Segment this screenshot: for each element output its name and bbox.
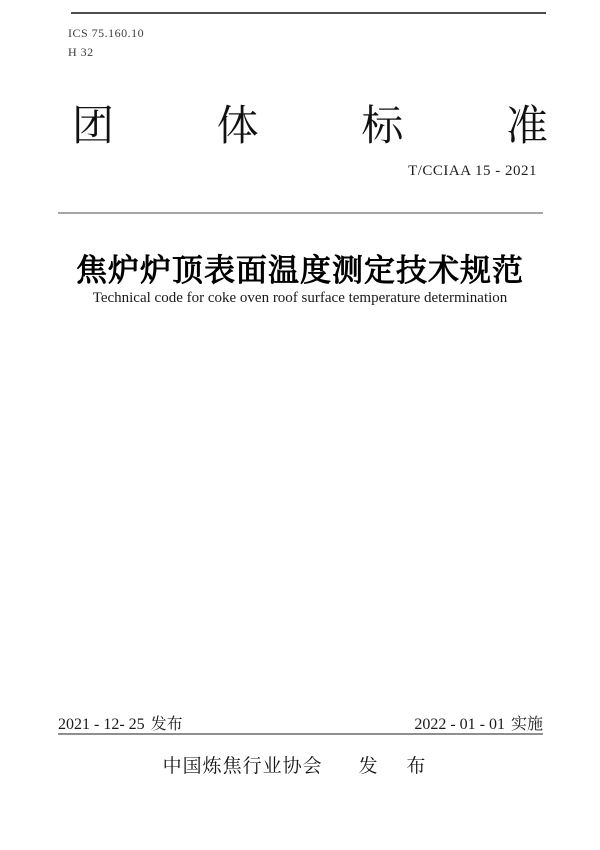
standard-type-char: 标 [361,104,404,150]
standard-type-char: 准 [505,104,548,150]
issue-date-group [58,711,183,734]
standard-type-char: 体 [216,104,259,150]
header-rule [58,212,543,214]
publisher-row [0,751,600,778]
doc-class-code: H 32 [68,45,94,59]
dates-row [58,711,543,734]
footer-rule [58,733,543,735]
document-title-zh: 焦炉炉顶表面温度测定技术规范 [76,253,524,288]
issue-date-label: 发布 [150,716,183,733]
ics-classification-block [68,24,144,62]
standard-number: T/CCIAA 15 - 2021 [408,163,537,179]
publisher-name: 中国炼焦行业协会 [162,756,323,777]
standard-type-heading [72,103,548,151]
issue-date: 2021 - 12- 25 [58,716,145,733]
publish-action-label: 发 布 [358,756,438,777]
document-title-en: Technical code for coke oven roof surface temperature determination [92,290,508,306]
ics-code: ICS 75.160.10 [68,26,145,40]
top-rule [71,12,546,14]
implement-date-group [414,711,543,734]
implement-date: 2022 - 01 - 01 [414,716,505,733]
standard-type-char: 团 [72,104,115,150]
implement-date-label: 实施 [510,716,543,733]
